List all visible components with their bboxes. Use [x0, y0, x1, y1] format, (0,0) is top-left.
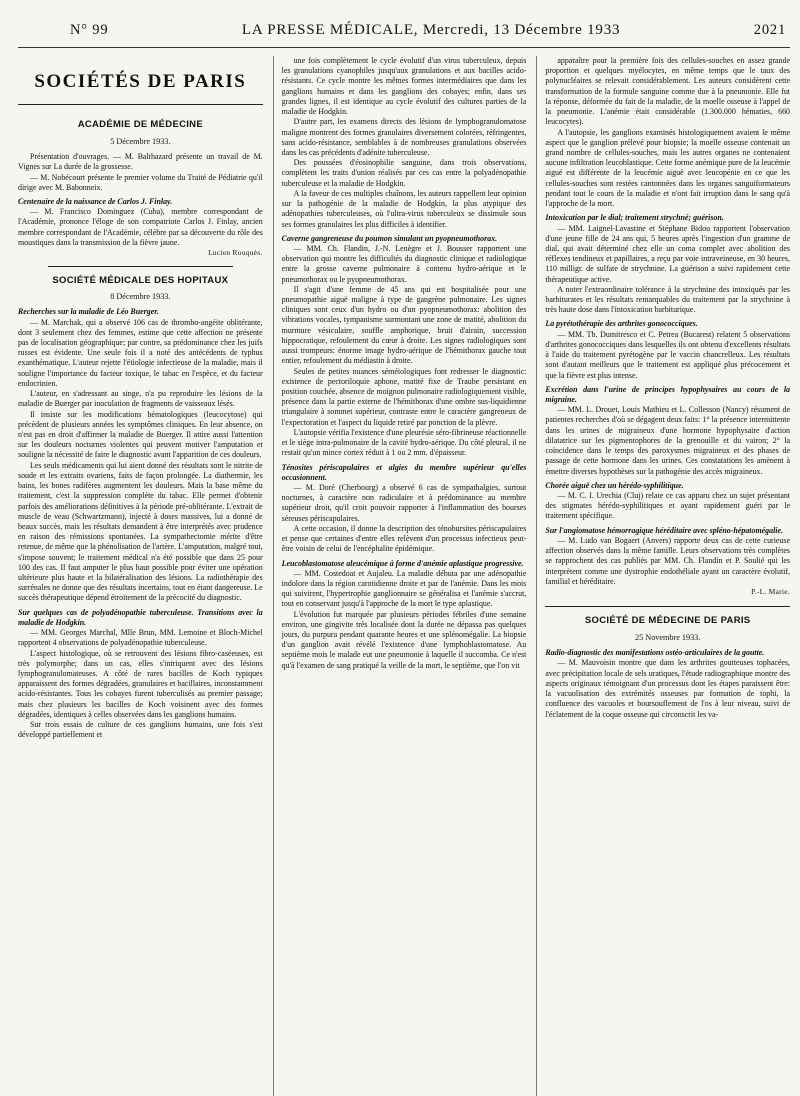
divider: [545, 606, 790, 607]
subheading: Intoxication par le dial; traitement strychné; guérison.: [545, 213, 724, 223]
article-columns: [18, 56, 790, 1096]
subheading: Ténosites périscapulaires et algies du membre supérieur qu'elles occasionnent.: [281, 462, 527, 482]
paragraph: — MM. Ch. Flandin, J.-N. Lenègre et J. Bousser rapportent une observation qui montre les difficultés du diagnostic clinique et radiologique entre la grosse caverne pulmonaire à contenu hydro-aérique et le pneumothorax ou le pyopneumothorax.: [281, 243, 527, 284]
paragraph: — MM. Laignel-Lavastine et Stéphane Bidou rapportent l'observation d'une jeune fille de 24 ans qui, 5 heures après l'ingestion d'un gramme de dial, qui avait déterminé chez elle un coma complet avec abolition des réflexes tendineux et papillaires, a reçu par voie intraveineuse, en 30 heures, 110 milligr. de sulfate de strychnine. La guérison a suivi rapidement cette thérapeutique active.: [545, 223, 790, 284]
paragraph: — MM. Georges Marchal, Mlle Brun, MM. Lemoine et Bloch-Michel rapportent 4 observations de polyadénopathie tuberculeuse.: [18, 628, 263, 648]
paragraph: apparaître pour la première fois des cellules-souches en assez grande proportion et quelques myélocytes, en même temps que le taux des polynucléaires se relevait considérablement. Les auteurs considèrent cette transformation de la formule sanguine comme due à la pneumonie. Elle fut la réponse, déformée du fait de la maladie, de la moelle osseuse à l'appel de la pneumonie. L'anémie était considérable (1.300.000 hématies, 660 leucocytes).: [545, 56, 790, 127]
paragraph: une fois complètement le cycle évolutif d'un virus tuberculeux, depuis les granulations cyanophiles jusqu'aux granulations et aux bacilles acido-résistants. Ce cycle montre les mêmes formes intermédiaires que dans les ganglions humains et dans les ganglions des cobayes; enfin, dans ses grandes lignes, il est identique au cycle évolutif des cultures parties de la maladie de Hodgkin.: [281, 56, 527, 117]
hopitaux-date: 8 Décembre 1933.: [110, 291, 171, 301]
paragraph: — MM. Costedoat et Aujaleu. La maladie débuta par une adénopathie indolore dans la région carotidienne droite et par de l'anémie. Dans les mois qui suivirent, l'hypertrophie ganglionnaire se généralisa et l'anémie s'accrut, tout en conservant jusqu'à l'approche de la mort le type aplastique.: [281, 568, 527, 609]
section-title: SOCIÉTÉS DE PARIS: [18, 70, 263, 105]
society-date: 25 Novembre 1933.: [635, 632, 701, 642]
paragraph: Seules de petites nuances séméiologiques font redresser le diagnostic: existence de pectoriloquie aphone, matité fixe de Traube persistant en position couchée, absence de moignon pulmonaire radiologiquement visible, présence dans la partie externe de l'hémithorax d'une ombre sus-liquidienne triangulaire à sommet supérieur, contraste entre le caractère gangreneux de l'expectoration et l'aspect du liquide retiré par ponction de la plèvre.: [281, 366, 527, 427]
signature: Lucien Rouquès.: [208, 248, 263, 258]
paragraph: D'autre part, les examens directs des lésions de lymphogranulomatose maligne montrent des formes granulaires diversement colorées, réfringentes, sans acido-résistance, semblables à de nombreuses granulations observées dans les cas précédents d'adénite tuberculeuse.: [281, 117, 527, 157]
signature: P.-L. Marie.: [751, 586, 790, 596]
subheading: La pyrétothérapie des arthrites gonococciques.: [545, 319, 698, 329]
subheading: Excrétion dans l'urine de principes hypophysaires au cours de la migraine.: [545, 384, 790, 404]
subheading: Sur quelques cas de polyadénopathie tuberculeuse. Transitions avec la maladie de Hodgkin.: [18, 607, 263, 627]
publication-title: LA PRESSE MÉDICALE, Mercredi, 13 Décembre 1933: [241, 22, 621, 38]
paragraph: — M. Nobécourt présente le premier volume du Traité de Pédiatrie qu'il dirige avec M. Babonneix.: [18, 172, 263, 192]
paragraph: — M. Mauvoisin montre que dans les arthrites goutteuses tophacées, avec précipitation locale de sels uratiques, l'étude radiographique montre des aspects originaux témoignant d'un processus dont les étapes paraissent être: la vacuolisation des extrémités osseuses par formation de tophi, la confluence des vacuoles et boursouflement de l'os à leur niveau, suivi de l'éclatement de la coque osseuse qui circonscrit les va-: [545, 658, 790, 719]
paragraph: Des poussées d'éosinophilie sanguine, dans trois observations, complètent les traits d'union réalisés par ces cas entre la polyadénopathie tuberculeuse et la maladie de Hodgkin.: [281, 158, 527, 188]
page-number: 2021: [753, 22, 786, 38]
hopitaux-title: SOCIÉTÉ MÉDICALE DES HOPITAUX: [52, 274, 229, 286]
paragraph: — M. Marchak, qui a observé 106 cas de thrombo-angéite oblitérante, dont 3 seulement chez des femmes, estime que cette affection ne présente pas de localisation géographique; par contre, sa prédominance chez les juifs russes est évidente. Une seule fois il a noté des antécédents de typhus exanthématique. L'auteur rejette l'étiologie infectieuse de la maladie, mais il souligne l'importance du facteur toxique, le tabac en l'espèce, et du facteur endocrinien.: [18, 317, 263, 388]
subheading: Chorée aiguë chez un hérédo-syphilitique.: [545, 480, 684, 490]
column-1: [18, 56, 263, 1096]
subheading: Recherches sur la maladie de Léo Buerger.: [18, 307, 159, 317]
paragraph: L'autopsie vérifia l'existence d'une pleurésie séro-fibrineuse réactionnelle et le siège intra-pulmonaire de la cavité hydro-aérique. Du côté pleural, il ne restait qu'un mince cortex réduit à 1 ou 2 mm. d'épaisseur.: [281, 427, 527, 458]
academy-title: ACADÉMIE DE MÉDECINE: [77, 119, 203, 131]
divider: [48, 266, 233, 267]
issue-number: N° 99: [70, 22, 109, 38]
paragraph: L'auteur, en s'adressant au singe, n'a pu reproduire les lésions de la maladie de Buerger par inoculation de fragments de vaisseaux lésés.: [18, 389, 263, 409]
paragraph: L'évolution fut marquée par plusieurs périodes fébriles d'une semaine environ, une gingivite très localisée dont la durée ne dépassa pas quelques jours, du purpura pendant quarante heures et une splénomégalie. La biopsie d'un ganglion avait révélé l'existence d'une lymphoblastomatose. Au septième mois le malade eut une pneumonie à laquelle il succomba. Ce n'est qu'à l'examen de sang pratiqué la veille de la mort, le septième, que l'on vit: [281, 609, 527, 670]
paragraph: Il s'agit d'une femme de 45 ans qui est hospitalisée pour une pneumopathie aiguë maligne à type de gangrène pulmonaire. Les signes cliniques sont ceux d'un hydro ou d'un pyopneumothorax: abolition des vibrations vocales, tympanisme surmontant une zone de matité, abolition du murmure vésiculaire, souffle amphorique, bruit d'airain, succession hippocratique, refoulement du cœur à droite. Les signes radiologiques sont aussi trompeurs: énorme image hydro-aérique de l'hémithorax gauche tout entier, refoulement du médiastin à droite.: [281, 284, 527, 366]
paragraph: Les seuls médicaments qui lui aient donné des résultats sont le nitrite de soude et les extraits ovariens, faits de façon prolongée. La diathermie, les bains, les bones radifères augmentent les douleurs. Mais la base même du traitement, c'est la suppression complète du tabac. Elle permet d'obtenir parfois des améliorations définitives à la période pré-oblitérante. L'extrait de muscle de veau (Schwartzmann), injecté à doses massives, lui a donné de beaux succès, mais les résultats demandent à être interprétés avec prudence en raison des rémissions spontanées. La sympathectomie mérite d'être retenue, de même que la phénolisation de l'artère. L'amputation, malgré tout, s'impose souvent; le traitement médical n'a été possible que dans 25 pour 100 des cas. Il faut amputer le plus haut possible pour éviter une opération ultérieure plus haute et la bilatéralisation des lésions. La radiothérapie des surrénales ne donne que des résultats incertains, tout en étant dangereuse. Le succès thérapeutique dépend étroitement de la précocité du diagnostic.: [18, 460, 263, 603]
paragraph: A la faveur de ces multiples chaînons, les auteurs rappellent leur opinion sur la pathogénie de la maladie de Hodgkin, la plus atypique des adénopathies tuberculeuses, où l'ultra-virus tuberculeux se dissimule sous ses formes granulaires les plus difficiles à identifier.: [281, 188, 527, 229]
column-2: [273, 56, 527, 1096]
subheading: Caverne gangreneuse du poumon simulant un pyopneumothorax.: [281, 233, 498, 243]
paragraph: Présentation d'ouvrages. — M. Balthazard présente un travail de M. Vignes sur La durée de la grossesse.: [18, 152, 263, 172]
paragraph: — MM. Th. Dumitresco et C. Petrea (Bucarest) relatent 5 observations d'arthrites gonococciques dans lesquelles ils ont obtenu d'excellents résultats à l'aide du traitement pyrétogène par le vaccin chancrelleux. Les résultats sont d'autant meilleurs que le traitement est appliqué plus précocement et que la fièvre est plus intense.: [545, 329, 790, 380]
paragraph: Sur trois essais de culture de ces ganglions humains, une fois s'est développé partiellement et: [18, 720, 263, 740]
paragraph: L'aspect histologique, où se retrouvent des lésions fibro-caséeuses, est très polymorphe; dans un cas, elles s'intriquent avec des lésions lymphogranulomateuses. A côté de rares bacilles de Koch typiques apparaissent des formes dégradées, granulaires et bacillaires, inconstamment acido-résistantes. Tous les cobayes furent tuberculisés au premier passage; mais chez plusieurs les bacilles de Koch voisinent avec des formes dégradées, identiques à celles observées dans les ganglions humains.: [18, 648, 263, 719]
column-3: [536, 56, 790, 1096]
paragraph: — M. C. I. Urechia (Cluj) relate ce cas apparu chez un sujet présentant des stigmates hérédo-syphilitiques et ayant rapidement guéri par le traitement spécifique.: [545, 490, 790, 521]
subheading: Sur l'angiomatose hémorragique héréditaire avec spléno-hépatomégalie.: [545, 525, 784, 535]
paragraph: — M. Doré (Cherbourg) a observé 6 cas de sympathalgies, surtout nocturnes, à caractère non radiculaire et à prédominance au membre supérieur droit, qu'il croit pouvoir rapporter à l'inflammation des bourses séreuses périscapulaires.: [281, 482, 527, 523]
paragraph: — MM. L. Drouet, Louis Mathieu et L. Collesson (Nancy) résument de patientes recherches d'où se dégagent deux faits: 1° la présence intermittente dans les urines de migraineux d'une hormone hypophysaire d'action dilatatrice sur les pigmentophores de la grenouille et du vairon; 2° la coïncidence dans le temps des paroxysmes migraineux et des phases de passage de cette hormone dans les urines. Ces constatations les amènent à émettre diverses hypothèses sur la pathogénie des accès migraineux.: [545, 405, 790, 476]
paragraph: — M. Francisco Dominguez (Cuba), membre correspondant de l'Académie, prononce l'éloge de son compatriote Carlos J. Finlay, ancien membre correspondant de l'Académie, célèbre par sa découverte du rôle des moustiques dans la transmission de la fièvre jaune.: [18, 207, 263, 247]
paragraph: Il insiste sur les modifications hématologiques (leucocytose) qui précèdent de plusieurs années les symptômes cliniques. En leur absence, on n'est pas en droit d'affirmer la maladie de Buerger. Il attire aussi l'attention sur les douleurs nocturnes violentes qui peuvent motiver l'amputation et souligne la nécessité de faire le diagnostic avant l'apparition de ces douleurs.: [18, 409, 263, 460]
subheading: Radio-diagnostic des manifestations ostéo-articulaires de la goutte.: [545, 648, 765, 658]
paragraph: — M. Ludo van Bogaert (Anvers) rapporte deux cas de cette curieuse affection observés dans la même famille. Leurs observations très complètes se rapprochent des cas publiés par MM. Ch. Flandin et P. Soulié qui les interprètent comme une dystrophie endothéliale ayant un caractère évolutif, familial et héréditaire.: [545, 535, 790, 586]
page-header: [18, 22, 790, 48]
paragraph: A cette occasion, il donne la description des ténobursites périscapulaires et pense que certaines d'entre elles relèvent d'un processus infectieux peut-être voisin de celui de l'encéphalite épidémique.: [281, 523, 527, 554]
academy-date: 5 Décembre 1933.: [110, 136, 171, 146]
paragraph: A noter l'extraordinaire tolérance à la strychnine des intoxiqués par les barbiturates et les résultats remarquables du traitement par la strychnine à très haute dose dans l'intoxication barbiturique.: [545, 284, 790, 315]
subheading: Centenaire de la naissance de Carlos J. Finlay.: [18, 197, 173, 207]
subheading: Leucoblastomatose aleucémique à forme d'anémie aplastique progressive.: [281, 558, 524, 568]
paragraph: A l'autopsie, les ganglions examinés histologiquement avaient le même aspect que le ganglion prélevé pour biopsie; la moelle osseuse contenait un grand nombre de cellules-souches, mais les autres organes ne contenaient aucune infiltration leucoblastique. Cette forme anémique pure de la leucémie aiguë est différente de la leucémie aiguë avec leucopénie en ce que les cellules-souches sont restées cantonnées dans les organes sanguiformateurs pendant tout le cours de la maladie et n'ont fait irruption dans le sang qu'à l'approche de la mort.: [545, 127, 790, 209]
society-title: SOCIÉTÉ DE MÉDECINE DE PARIS: [584, 615, 751, 627]
